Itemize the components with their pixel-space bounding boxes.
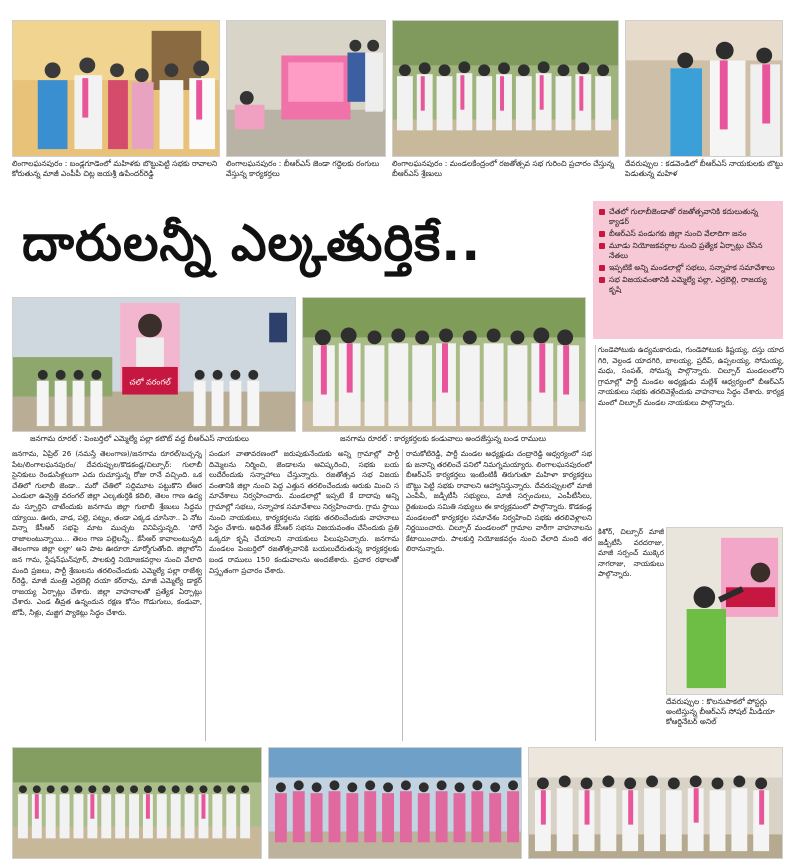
- highlight-text: ఇప్పటికే అన్ని మండలాల్లో సభలు, సన్నాహక సమావేశాలు: [609, 263, 775, 272]
- bullet-icon: [599, 231, 605, 237]
- article-column-1: జనగామ, ఏప్రిల్ 26 (నమస్తే తెలంగాణ)/జనగామ రూరల్/బచ్చన్నపేట/లింగాలఘనపురం/ దేవరుప్పుల/కొడకండ్ల/చిల్పూర్: గులాబీ సైనికులు రెండుసిళ్లలుగా ఎదు రుచూస్తున్న రోజు రానే వచ్చింది. ఒక చేతిలో గులాబీ జెండా.. మరో చేతిలో సద్దిమూట పట్టుకొని టీఆర ఎండులా ఉవ్వెత్తి వరంగల్ జిల్లా ఎల్కతుర్తికి కదిలి, తెలం గాణ ఉద్యమ స్ఫూర్తిని చాటేందుకు జనగామ జిల్లా గులాబీ శ్రేణులు సిద్ధమయ్యాయి. ఊరు, వాడ, పల్లె, పట్నం, తండా ఎక్కడ చూసినా.. ఏ నోట విన్నా కేసీఆర్ సభపై మాట ముచ్చట వినిపిస్తున్నది. 'పోరే రాజాలంటున్నాయి... తెలం గాణ పల్లెలన్నీ.. కేసీఆర్ కావాలంటున్నది తెలంగాణ జిల్లా లల్లా' అని పాట ఊరూరా మార్మోగుతోంది. జిల్లాలోని జన గామ, స్టేషన్‌ఘన్‌పూర్, పాలకుర్తి నియోజకవర్గాల నుంచి వేలాది మంది ప్రజలు, పార్టీ శ్రేణులను తరలించేందుకు ఎమ్మెల్యే పల్లా రాజేశ్వర్‌రెడ్డి, మాజీ మంత్రి ఎర్రబెల్లి దయా కర్‌రావు, మాజీ ఎమ్మెల్యే డాక్టర్ రాజయ్య ఏర్పాట్లు చేశారు. జిల్లా వాహనాలతో ప్రత్యేక ఏర్పాట్లు చేశారు. ఎండ తీవ్రత ఉన్నందున రక్షణ కోసం గొడుగులు, కండువా, టోపీ, నీళ్లు, మజ్జిగ ప్యాకెట్లు సిద్ధం చేశారు.: [12, 449, 202, 617]
- highlight-item: [599, 263, 777, 273]
- highlight-text: చేతలో గులాబీజెండాతో రజతోత్సవానికి కదులుతున్న క్యాడర్: [609, 207, 759, 226]
- bullet-icon: [599, 209, 605, 215]
- photo-top-1-image: [13, 21, 219, 156]
- photo-bottom-1-image: [13, 748, 261, 858]
- photo-mid-2-caption: జనగామ రూరల్ : కార్యకర్తలకు కండువాలు అందజేస్తున్న బండ రాములు: [340, 434, 547, 443]
- photo-top-1: [12, 20, 220, 157]
- photo-top-1-caption: లింగాలఘనపురం : బండ్లగూడెంలో మహిళకు బొట్టుపెట్టి సభకు రావాలని కోరుతున్న మాజీ ఎంపీపీ చిట్ల జయశ్రీ ఉపేందర్‌రెడ్డి: [12, 159, 218, 178]
- photo-bottom-2-image: [269, 748, 521, 858]
- main-headline: దారులన్నీ ఎల్కతుర్తికే..: [22, 214, 482, 272]
- photo-bottom-3-image: [529, 748, 782, 858]
- article-column-2: పండుగ వాతావరణంలో జరుపుకునేందుకు అన్ని గ్రామాల్లో పార్టీ దిమ్మెలను నిర్మించి, జెండాలను ఆవిష్కరించి, సభకు బయలుదేరేందుకు సన్నాహాలు చేస్తున్నారు. రజతోత్సవ సభ విజయవంతానికి జిల్లా నుంచి పెద్ద ఎత్తున తరలించేందుకు ఆరుకు మించి సమావేశాలు నిర్వహించారు. మండలాల్లో ఇప్పటి కే దాదాపు అన్ని గ్రామాల్లో సభలు, సన్నాహక సమావేశాలు నిర్వహించారు. గ్రామ స్థాయి నుంచి నాయకులు, కార్యకర్తలను సభకు తరలించేందుకు వాహనాలు సిద్ధం చేశారు. అధినేత కేసీఆర్ సభను విజయవంతం చేసేందుకు ప్రతి ఒక్కరూ కృషి చేయాలని నాయకులు పిలుపునిచ్చారు. జనగామ మండలం పెంబర్తిలో రజతోత్సవానికి బయలుదేరుతున్న కార్యకర్తలకు బండ రాములు 150 కండువాలను అందజేశారు. ప్రచార రథాలతో విస్తృతంగా ప్రచారం చేశారు.: [209, 449, 399, 575]
- photo-top-4: [625, 20, 783, 157]
- photo-top-3-caption: లింగాలఘనపురం : మండలకేంద్రంలో రజతోత్సవ సభ గురించి ప్రచారం చేస్తున్న బీఆర్ఎస్ శ్రేణులు: [392, 159, 615, 178]
- photo-poster-image: [667, 528, 782, 694]
- article-column-4-bottom: కిశోర్, చిల్పూర్ మాజీ జడ్పీటీసీ వరదరాజు, మాజీ సర్పంచ్ ముక్కెర నాగరాజు, నాయకులు పాల్గొన్నారు.: [598, 527, 664, 579]
- photo-mid-1-caption: జనగామ రూరల్ : పెంబర్తిలో ఎమ్మెల్యే పల్లా కటౌట్ వద్ద బీఆర్ఎస్ నాయకులు: [30, 434, 249, 443]
- column-divider: [595, 345, 596, 741]
- highlight-item: [599, 241, 777, 261]
- highlights-box: [593, 201, 783, 339]
- highlight-text: సభ విజయవంతానికి ఎమ్మెల్యే పల్లా, ఎర్రబెల్లి, రాజయ్య కృషి: [609, 275, 767, 294]
- photo-top-2: [226, 20, 386, 157]
- photo-mid-1-image: [13, 298, 295, 431]
- photo-top-2-image: [227, 21, 385, 156]
- highlight-item: [599, 275, 777, 295]
- photo-top-4-caption: దేవరుప్పుల : కడవెండిలో బీఆర్ఎస్ నాయకులకు బొట్టు పెడుతున్న మహిళ: [625, 159, 783, 178]
- photo-bottom-1: [12, 747, 262, 859]
- cutout-banner-text: చలో వరంగల్: [129, 377, 171, 387]
- photo-top-2-caption: లింగాలఘనపురం : బీఆర్ఎస్ జెండా గద్దెలకు రంగులు వేస్తున్న కార్యకర్తలు: [226, 159, 380, 178]
- photo-bottom-2: [268, 747, 522, 859]
- photo-top-3-image: [393, 21, 618, 156]
- article-column-4: గుండెపోటుకు ఉద్యమకారుడు, గుండెపోటుకు కిష్టయ్య, దస్తు యాదగిరి, వెల్దండ యాదగిరి, బాలయ్య, ప్రదీప్, ఉప్పలయ్య, సోమయ్య, మధు, సంపత్, సోమన్న పాల్గొన్నారు. చిల్పూర్ మండలంలోని గ్రామాల్లో పార్టీ మండల అధ్యక్షుడు మల్లేశ్ ఆధ్వర్యంలో బీఆర్ఎస్ నాయకులు సభకు తరలివెళ్లేందుకు వాహనాలు సిద్ధం చేశారు. కార్యక్రమంలో చిల్పూర్ మండల నాయకులు పాల్గొన్నారు.: [598, 345, 784, 407]
- bullet-icon: [599, 243, 605, 249]
- highlight-item: [599, 229, 777, 239]
- bullet-icon: [599, 265, 605, 271]
- column-divider: [205, 449, 206, 741]
- bullet-icon: [599, 277, 605, 283]
- article-column-3: రామకోటిరెడ్డి, పార్టీ మండల అధ్యక్షుడు చంద్రారెడ్డి ఆధ్వర్యంలో సభకు జనాన్ని తరలించే పనిలో నిమగ్నమయ్యారు. లింగాలఘనపురంలో బీఆర్ఎస్ కార్యకర్తలు ఇంటింటికీ తిరుగుతూ మహిళా కార్యకర్తలు బొట్టు పెట్టి సభకు రావాలని ఆహ్వానిస్తున్నారు. దేవరుప్పులలో మాజీ ఎంపీపీ, జడ్పీటీసీ సభ్యులు, మాజీ సర్పంచులు, ఎంపీటీసీలు, రైతుబంధు సమితి సభ్యులు ఈ కార్యక్రమంలో పాల్గొన్నారు. కొడకండ్ల మండలంలో కార్యకర్తల సమావేశం నిర్వహించి సభకు తరలివెళ్లాలని నిర్ణయించారు. చిల్పూర్ మండలంలో గ్రామాల వారీగా వాహనాలను కేటాయించారు. పాలకుర్తి నియోజకవర్గం నుంచి వేలాది మంది తరలిరానున్నారు.: [406, 449, 592, 554]
- photo-mid-2: [302, 297, 586, 432]
- column-divider: [402, 449, 403, 741]
- photo-poster-caption: దేవరుప్పుల : కొలనుపాకలో పోస్టర్లు అంటిస్తున్న బీఆర్ఎస్ సోషల్ మీడియా కోఆర్డినేటర్ అనిల్: [666, 697, 775, 726]
- highlight-item: [599, 207, 777, 227]
- photo-top-4-image: [626, 21, 782, 156]
- photo-top-3: [392, 20, 619, 157]
- highlight-text: బీఆర్ఎస్ పండుగకు జిల్లా నుంచి వేలాదిగా జనం: [609, 229, 747, 238]
- highlight-text: మూడు నియోజకవర్గాల నుంచి ప్రత్యేక ఏర్పాట్లు చేసిన నేతలు: [609, 241, 763, 260]
- photo-poster: [666, 527, 783, 695]
- photo-mid-2-image: [303, 298, 585, 431]
- photo-mid-1: [12, 297, 296, 432]
- photo-bottom-3: [528, 747, 783, 859]
